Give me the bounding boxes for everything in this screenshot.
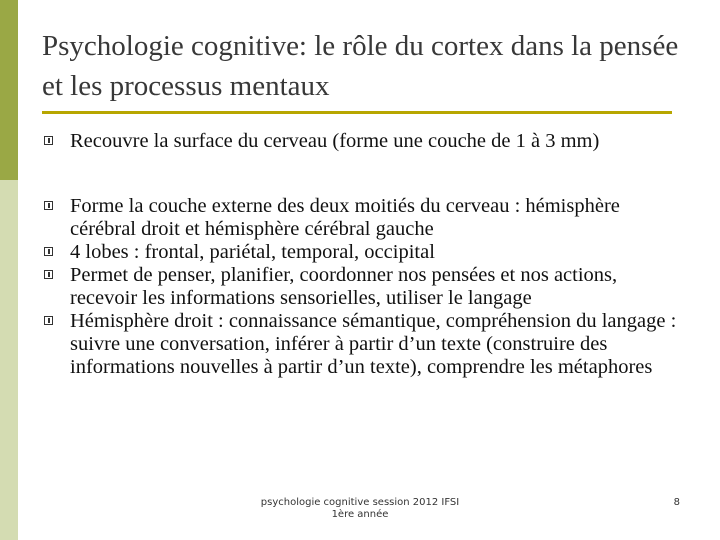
bullet-item xyxy=(44,241,684,264)
bullet-item xyxy=(44,195,684,241)
bullet-text: 4 lobes : frontal, pariétal, temporal, occipital xyxy=(70,241,435,263)
footer-line-2: 1ère année xyxy=(331,509,389,520)
bullet-text: Recouvre la surface du cerveau (forme une couche de 1 à 3 mm) xyxy=(70,130,600,152)
square-bullet-icon xyxy=(44,270,53,279)
bullet-text: Permet de penser, planifier, coordonner nos pensées et nos actions, recevoir les informations sensorielles, utiliser le langage xyxy=(70,264,618,309)
footer-line-1: psychologie cognitive session 2012 IFSI xyxy=(260,497,460,508)
bullet-item xyxy=(44,264,684,310)
bullet-list xyxy=(44,130,684,379)
square-bullet-icon xyxy=(44,316,53,325)
square-bullet-icon xyxy=(44,247,53,256)
footer xyxy=(240,497,480,521)
left-decorative-bar xyxy=(0,0,18,540)
square-bullet-icon xyxy=(44,201,53,210)
left-decorative-bar-top xyxy=(0,0,18,180)
square-bullet-icon xyxy=(44,136,53,145)
slide-number: 8 xyxy=(673,497,680,508)
bullet-item xyxy=(44,130,684,153)
slide-title: Psychologie cognitive: le rôle du cortex dans la pensée et les processus mentaux xyxy=(42,30,679,102)
title-underline xyxy=(42,111,672,114)
bullet-text: Hémisphère droit : connaissance sémantique, compréhension du langage : suivre une conversation, inférer à partir d’un texte (construire des informations nouvelles à partir d’un texte), comprendre les métaphores xyxy=(70,310,677,378)
bullet-text: Forme la couche externe des deux moitiés du cerveau : hémisphère cérébral droit et hémisphère cérébral gauche xyxy=(70,195,620,240)
bullet-item xyxy=(44,310,684,379)
